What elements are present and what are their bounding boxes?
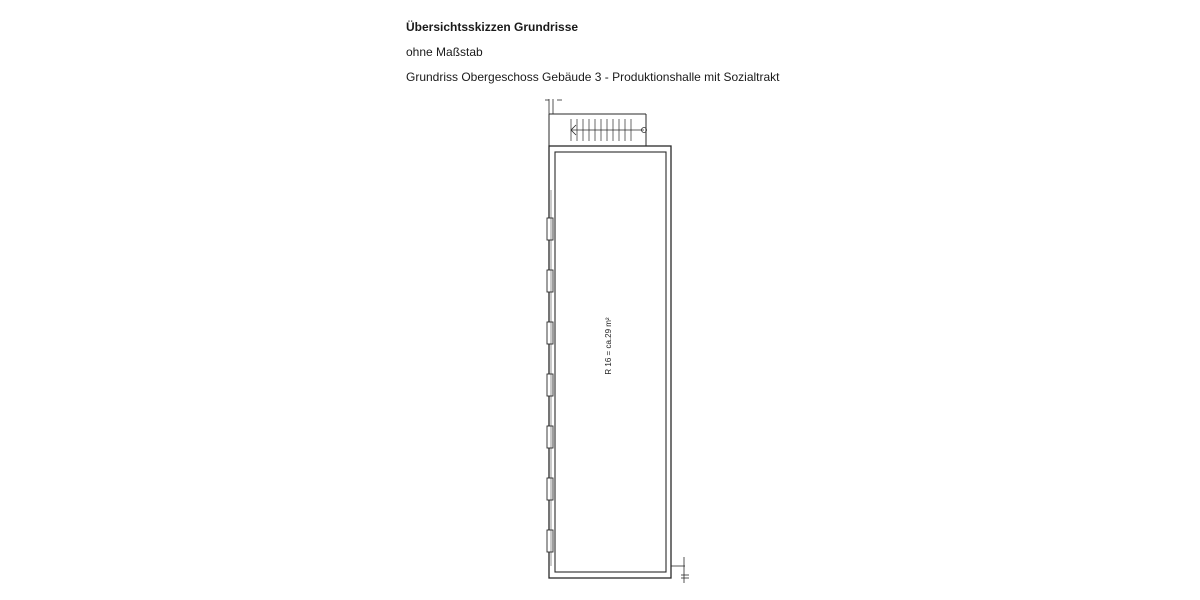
scale-note: ohne Maßstab xyxy=(406,45,483,59)
window xyxy=(547,218,553,240)
window xyxy=(547,530,553,552)
staircase xyxy=(549,114,647,146)
section-marker-bottom xyxy=(671,557,689,583)
plan-caption: Grundriss Obergeschoss Gebäude 3 - Produktionshalle mit Sozialtrakt xyxy=(406,70,780,84)
window xyxy=(547,426,553,448)
section-marker-top xyxy=(545,99,562,114)
window-openings xyxy=(547,190,553,566)
window xyxy=(547,270,553,292)
window xyxy=(547,374,553,396)
window xyxy=(547,478,553,500)
window xyxy=(547,322,553,344)
room-label: R 16 = ca.29 m² xyxy=(604,317,613,375)
document-heading: Übersichtsskizzen Grundrisse xyxy=(406,20,579,34)
